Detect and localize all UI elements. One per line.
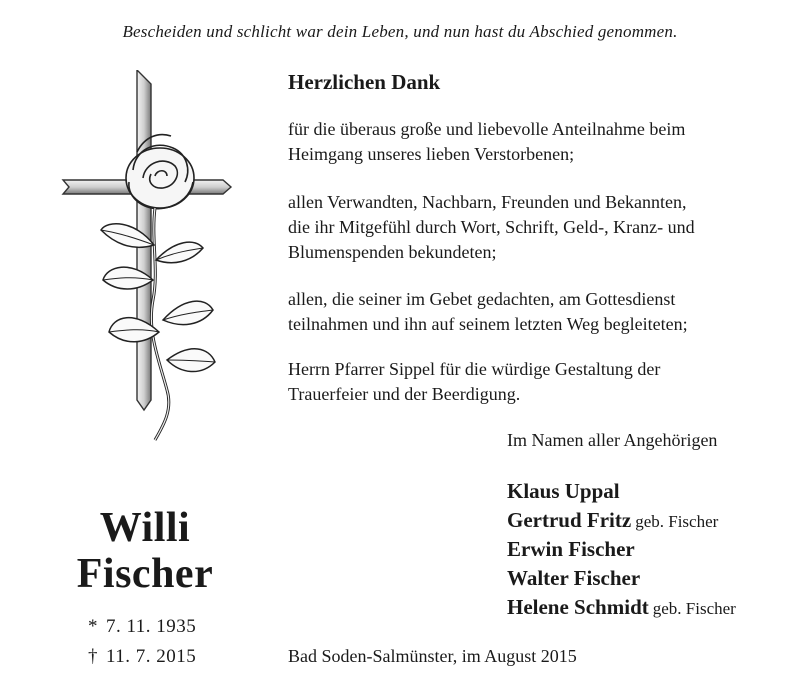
signer-maiden-name: geb. Fischer	[652, 599, 736, 618]
death-date: 11. 7. 2015	[106, 646, 197, 667]
paragraph-line: Herrn Pfarrer Sippel für die würdige Gestaltung der	[288, 359, 661, 379]
thanks-paragraph	[288, 190, 768, 265]
signer-name: Helene Schmidt	[507, 595, 649, 619]
signer-name: Erwin Fischer	[507, 537, 635, 561]
closing-line: Im Namen aller Angehörigen	[507, 430, 718, 450]
paragraph-line: für die überaus große und liebevolle Anteilnahme beim	[288, 119, 686, 139]
paragraph-line: die ihr Mitgefühl durch Wort, Schrift, Geld-, Kranz- und	[288, 217, 695, 237]
thanks-heading: Herzlichen Dank	[288, 70, 441, 94]
signer-item	[507, 506, 736, 535]
thanks-paragraph	[288, 357, 768, 407]
signer-item	[507, 535, 736, 564]
death-cross-icon: †	[88, 646, 98, 667]
paragraph-line: Blumenspenden bekundeten;	[288, 242, 497, 262]
signer-name: Klaus Uppal	[507, 479, 620, 503]
signer-name: Walter Fischer	[507, 566, 641, 590]
thanks-paragraph	[288, 287, 768, 337]
death-date-line	[88, 646, 196, 668]
thanks-paragraph	[288, 117, 768, 167]
signer-item	[507, 477, 736, 506]
place-and-date: Bad Soden-Salmünster, im August 2015	[288, 646, 577, 666]
motto: Bescheiden und schlicht war dein Leben, und nun hast du Abschied genommen.	[122, 22, 678, 41]
cross-with-rose-icon	[55, 70, 245, 510]
paragraph-line: teilnahmen und ihn auf seinem letzten Weg begleiteten;	[288, 314, 688, 334]
signer-item	[507, 593, 736, 622]
birth-date-line	[88, 616, 196, 638]
signer-name: Gertrud Fritz	[507, 508, 632, 532]
deceased-last-name: Fischer	[76, 551, 214, 597]
paragraph-line: allen, die seiner im Gebet gedachten, am Gottesdienst	[288, 289, 676, 309]
birth-date: 7. 11. 1935	[106, 616, 197, 637]
deceased-first-name: Willi	[99, 505, 191, 551]
paragraph-line: Heimgang unseres lieben Verstorbenen;	[288, 144, 575, 164]
birth-star-icon: *	[88, 616, 98, 637]
paragraph-line: Trauerfeier und der Beerdigung.	[288, 384, 521, 404]
signer-maiden-name: geb. Fischer	[635, 512, 719, 531]
paragraph-line: allen Verwandten, Nachbarn, Freunden und Bekannten,	[288, 192, 687, 212]
signer-list	[507, 477, 736, 622]
signer-item	[507, 564, 736, 593]
